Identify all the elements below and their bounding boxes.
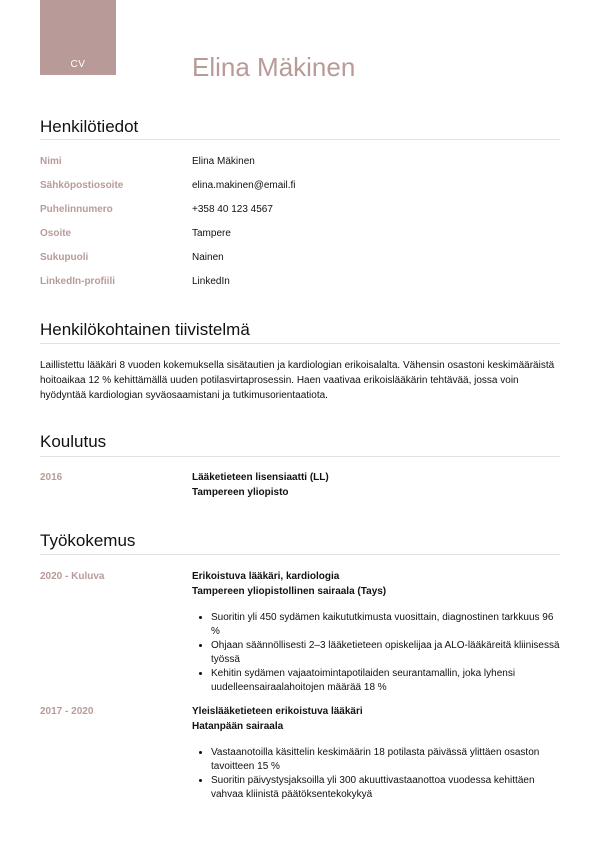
value-gender: Nainen bbox=[192, 252, 224, 263]
list-item: • Suoritin päivystysjaksoilla yli 300 akuuttivastaanottoa vuodessa kehittäen vahvaa kliinistä päätöksentekokykyä bbox=[211, 774, 562, 802]
value-email[interactable]: elina.makinen@email.fi bbox=[192, 180, 296, 191]
label-address: Osoite bbox=[40, 228, 72, 239]
photo-label: CV bbox=[70, 59, 86, 70]
label-phone: Puhelinnumero bbox=[40, 204, 113, 215]
job-achievements-list bbox=[192, 611, 562, 695]
section-divider bbox=[40, 554, 560, 555]
section-title-experience: Työkokemus bbox=[40, 531, 136, 550]
job-title: Yleislääketieteen erikoistuva lääkäri bbox=[192, 706, 363, 717]
value-linkedin-link[interactable]: LinkedIn bbox=[192, 276, 230, 287]
education-degree: Lääketieteen lisensiaatti (LL) bbox=[192, 472, 329, 483]
section-title-education: Koulutus bbox=[40, 432, 107, 451]
value-address: Tampere bbox=[192, 228, 231, 239]
label-linkedin: LinkedIn-profiili bbox=[40, 276, 115, 287]
candidate-name: Elina Mäkinen bbox=[192, 52, 356, 82]
section-divider bbox=[40, 139, 560, 140]
list-item: • Vastaanotoilla käsittelin keskimäärin 18 potilasta päivässä ylittäen osaston tavoitteen 15 % bbox=[211, 746, 562, 774]
education-date: 2016 bbox=[40, 472, 63, 483]
label-email: Sähköpostiosoite bbox=[40, 180, 124, 191]
job-title: Erikoistuva lääkäri, kardiologia bbox=[192, 571, 340, 582]
job-employer: Tampereen yliopistollinen sairaala (Tays) bbox=[192, 586, 387, 597]
job-employer: Hatanpään sairaala bbox=[192, 721, 284, 732]
education-school: Tampereen yliopisto bbox=[192, 487, 289, 498]
list-item: • Suoritin yli 450 sydämen kaikututkimusta vuosittain, diagnostinen tarkkuus 96 % bbox=[211, 611, 562, 639]
summary-text: Laillistettu lääkäri 8 vuoden kokemuksella sisätautien ja kardiologian erikoisalalta. Vähensin osastoni keskimääräistä hoitoaikaa 12 % kehittämällä uuden potilasvirtaprosessin. Haen vaativaa erikoislääkärin tehtävää, jossa voin hyödyntää kardiologian syväosaamistani ja tutkimusorientaatiota. bbox=[40, 360, 555, 401]
section-divider bbox=[40, 343, 560, 344]
label-name: Nimi bbox=[40, 156, 62, 167]
label-gender: Sukupuoli bbox=[40, 252, 89, 263]
job-date: 2020 - Kuluva bbox=[40, 571, 105, 582]
list-item: • Kehitin sydämen vajaatoimintapotilaiden seurantamallin, joka lyhensi uudelleensairaalahoitojen määrää 18 % bbox=[211, 667, 562, 695]
job-achievements-list bbox=[192, 746, 562, 802]
section-divider bbox=[40, 456, 560, 457]
list-item: • Ohjaan säännöllisesti 2–3 lääketieteen opiskelijaa ja ALO-lääkäreitä kliinisessä työssä bbox=[211, 639, 562, 667]
value-phone: +358 40 123 4567 bbox=[192, 204, 273, 215]
job-date: 2017 - 2020 bbox=[40, 706, 94, 717]
profile-photo-placeholder bbox=[40, 0, 116, 75]
value-name: Elina Mäkinen bbox=[192, 156, 255, 167]
section-title-summary: Henkilökohtainen tiivistelmä bbox=[40, 320, 250, 339]
section-title-personal: Henkilötiedot bbox=[40, 117, 139, 136]
